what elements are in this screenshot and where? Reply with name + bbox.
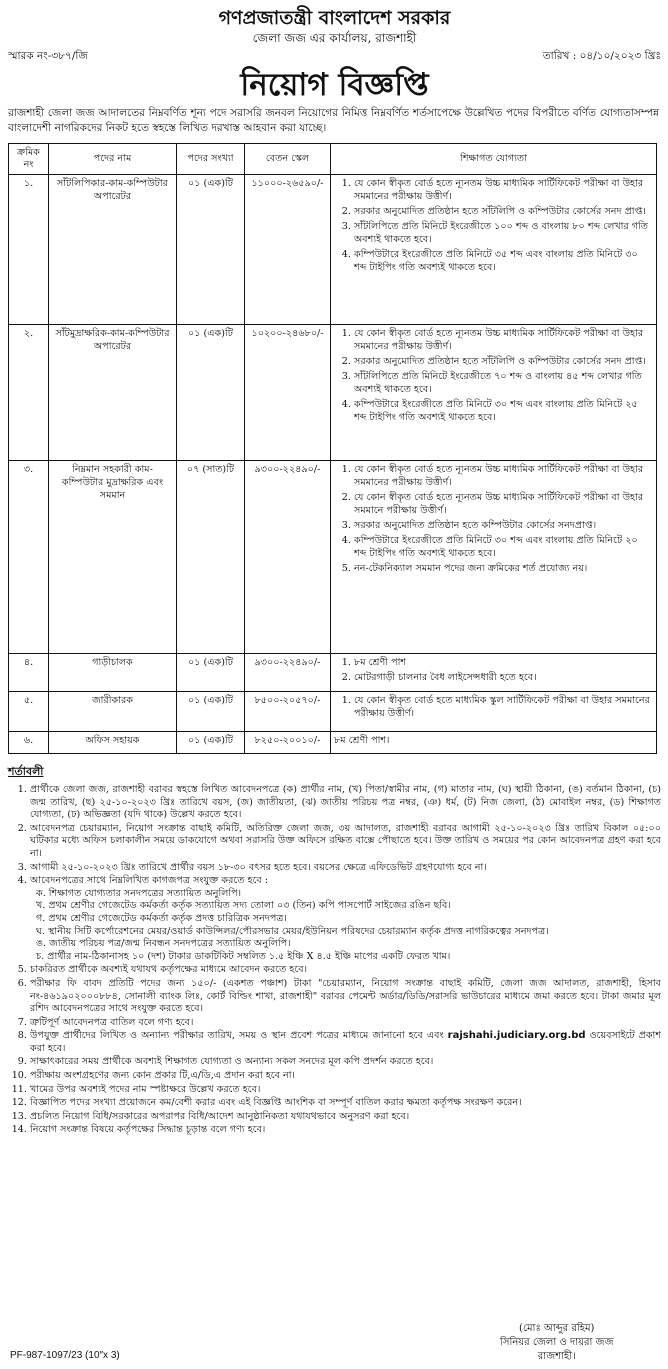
condition-item: 14. নিয়োগ সংক্রান্ত বিষয়ে কর্তৃপক্ষের সিদ্ধান্ত চূড়ান্ত বলে গণ্য হবে। [30,1124,661,1137]
qualification-item: 2. যে কোন স্বীকৃত বোর্ড হতে ন্যূনতম উচ্চ মাধ্যমিক সার্টিফিকেট পরীক্ষা বা উহার সমমানে পরীক্ষায় উত্তীর্ণ। [354,491,653,517]
row-pay-scale: ৮৫০০-২০৫৭০/- [245,692,331,732]
memo-number: স্মারক নং-৩৮৭/জি [8,50,88,62]
row-post-count: ০১ (এক)টি [177,692,245,732]
qualification-item: 1. যে কোন স্বীকৃত বোর্ড হতে ন্যূনতম উচ্চ মাধ্যমিক সার্টিফিকেট পরীক্ষা বা উহার সমমানের পরীক্ষায় উত্তীর্ণ। [354,177,653,203]
row-post-name: জারীকারক [49,692,177,732]
row-serial: ৩. [9,461,49,654]
qualification-item: 1. যে কোন স্বীকৃত বোর্ড হতে ন্যূনতম উচ্চ মাধ্যমিক সার্টিফিকেট পরীক্ষা বা উহার সমমানের পরীক্ষায় উত্তীর্ণ। [354,463,653,489]
table-row [9,692,657,732]
document-item: ঘ. স্থানীয় সিটি কর্পোরেশনের মেয়র/ওয়ার্ড কাউন্সিলর/পৌরসভার মেয়র/ইউনিয়ন পরিষদের চেয়ারম্যান কর্তৃক প্রদত্ত নাগরিকত্বের সনদপত্র। [36,925,549,937]
qualification-item: 1. যে কোন স্বীকৃত বোর্ড হতে ন্যূনতম উচ্চ মাধ্যমিক সার্টিফিকেট পরীক্ষা বা উহার সমমানের পরীক্ষায় উত্তীর্ণ। [354,327,653,353]
documents-intro: আবেদনপত্রের সাথে নিম্নলিখিত কাগজপত্র সংযুক্ত করতে হবে : [30,875,269,887]
row-post-name: সাঁটমুদ্রাক্ষরিক-কাম-কম্পিউটার অপারেটর [49,325,177,461]
qualification-item: 1. যে কোন স্বীকৃত বোর্ড হতে মাধ্যমিক স্কুল সার্টিফিকেট পরীক্ষা বা উহার সমমানের পরীক্ষায় উত্তীর্ণ। [354,694,653,720]
header-pay-scale: বেতন স্কেল [245,144,331,175]
row-post-name: অফিস সহায়ক [49,732,177,754]
row-pay-scale: ১০২০০-২৪৬৮০/- [245,325,331,461]
document-item: চ. প্রার্থীর নাম-ঠিকানাসহ ১০ (দশ) টাকার ডাকটিকিট সম্বলিত ১.৫ ইঞ্চি X ৪.৫ ইঞ্চি মাপের একটি ফেরত খাম। [36,950,451,962]
row-post-name: সাঁটলিপিকার-কাম-কম্পিউটার অপারেটর [49,175,177,325]
condition-item-documents [30,875,661,963]
qualification-item: 4. কম্পিউটারে ইংরেজীতে প্রতি মিনিটে ৩০ শব্দ এবং বাংলায় প্রতি মিনিটে ২০ শব্দ টাইপিং গতি অবশ্যই থাকতে হবে। [354,534,653,560]
row-post-count: ০১ (এক)টি [177,732,245,754]
header-serial: ক্রমিক নং [9,144,49,175]
row-post-count: ০১ (এক)টি [177,325,245,461]
row-qualifications [331,461,657,654]
condition-item-website [30,1030,661,1055]
conditions-heading: শর্তাবলী [8,765,44,778]
row-serial: ৫. [9,692,49,732]
notice-date: তারিখ : ০৪/১০/২০২৩ খ্রিঃ [542,50,661,62]
row-post-count: ০১ (এক)টি [177,175,245,325]
qualification-item: 4. কম্পিউটারে ইংরেজীতে প্রতি মিনিটে ৩৫ শব্দ এবং বাংলায় প্রতি মিনিটে ৩০ শব্দ টাইপিং গতি অবশ্যই থাকতে হবে। [354,248,653,274]
row-serial: ২. [9,325,49,461]
row-serial: ৬. [9,732,49,754]
condition-text: উপযুক্ত প্রার্থীদের লিখিত ও অন্যান্য পরীক্ষার তারিখ, সময় ও স্থান প্রবেশ পত্রের মাধ্যমে জানানো হবে এবং [30,1030,444,1042]
condition-item: 5. চাকরিরত প্রার্থীকে অবশ্যই যথাযথ কর্তৃপক্ষের মাধ্যমে আবেদন করতে হবে। [30,964,661,977]
table-row [9,654,657,692]
intro-paragraph: রাজশাহী জেলা জজ আদালতের নিম্নবর্ণিত শূন্য পদে সরাসরি জনবল নিয়োগের নিমিত্ত নিম্নবর্ণিত শর্তসাপেক্ষে উল্লেখিত পদের বিপরীতে বর্ণিত যোগ্যতাসম্পন্ন বাংলাদেশী নাগরিকদের নিকট হতে স্বহস্তে লিখিত দরখাস্ত আহবান করা যাচ্ছে। [8,107,659,134]
condition-item: 13. প্রচলিত নিয়োগ বিধি/সরকারের অপরাপর বিধি/আদেশ আনুষ্ঠানিকতা যথাযথভাবে অনুসরণ করা হবে। [30,1111,661,1124]
notice-title: নিয়োগ বিজ্ঞপ্তি [240,67,429,103]
row-post-count: ০১ (এক)টি [177,654,245,692]
documents-list [30,888,661,964]
signature-block [500,1322,613,1364]
condition-item: 12. বিজ্ঞাপিত পদের সংখ্যা প্রয়োজনে কম/বেশী করার এবং এই বিজ্ঞপ্তি আংশিক বা সম্পূর্ণ বাতিল করার ক্ষমতা কর্তৃপক্ষ সংরক্ষণ করেন। [30,1097,661,1110]
row-post-name: গাড়ীচালক [49,654,177,692]
row-qualifications: ৮ম শ্রেণী পাশ। [331,732,657,754]
signatory-designation: সিনিয়র জেলা ও দায়রা জজ [500,1337,614,1348]
row-pay-scale: ৯৩০০-২২৪৯০/- [245,654,331,692]
document-item: গ. প্রথম শ্রেণীর গেজেটেড কর্মকর্তা কর্তৃক প্রদত্ত চারিত্রিক সনদপত্র। [36,912,287,924]
qualification-item: 3. সরকার অনুমোদিত প্রতিষ্ঠান হতে কম্পিউটার কোর্সের সনদপ্রাপ্ত। [354,519,653,532]
document-item: খ. প্রথম শ্রেণীর গেজেটেড কর্মকর্তা কর্তৃক সত্যায়িত সদ্য তোলা ০৩ (তিন) কপি পাসপোর্ট সাইজের রঙিন ছবি। [36,900,451,912]
row-qualifications [331,654,657,692]
row-qualifications [331,692,657,732]
table-row [9,732,657,754]
qualification-item: 3. সাঁটলিপিতে প্রতি মিনিটে ইংরেজীতে ১০০ শব্দ ও বাংলায় ৮০ শব্দ লেখার গতি অবশ্যই থাকতে হবে। [354,220,653,246]
signatory-name: (মোঃ আব্দুর রহিম) [519,1323,595,1334]
condition-item: 2. আবেদনপত্র চেয়ারম্যান, নিয়োগ সংক্রান্ত বাছাই কমিটি, অতিরিক্ত জেলা জজ, ৩য় আদালত, রাজশাহী বরাবর আগামী ২৫-১০-২০২৩ খ্রিঃ তারিখ বিকাল ০৫:০০ ঘটিকার মধ্যে অফিস চলাকালীন সময়ে ডাকযোগে অথবা সরাসরি উক্ত অফিসে রক্ষিত বাক্সে পৌছাতে হবে। উক্ত তারিখ ও সময়ের পর কোন আবেদনপত্র গ্রহণ করা হবে না। [30,823,661,861]
condition-item: 10. পরীক্ষায় অংশগ্রহণের জন্য কোন প্রকার টি,এ/ডি,এ প্রদান করা হবে না। [30,1070,661,1083]
row-post-count: ০৭ (সাত)টি [177,461,245,654]
qualification-item: 3. সাঁটলিপিতে প্রতি মিনিটে ইংরেজীতে ৭০ শব্দ ও বাংলায় ৪৫ শব্দ লেখার গতি অবশ্যই থাকতে হবে। [354,370,653,396]
row-qualifications [331,325,657,461]
qualification-item: 4. কম্পিউটারে ইংরেজীতে প্রতি মিনিটে ৩০ শব্দ এবং বাংলায় প্রতি মিনিটে ২৫ শব্দ টাইপিং গতি অবশ্যই থাকতে হবে। [354,398,653,424]
signatory-place: রাজশাহী। [537,1351,576,1362]
conditions-list [8,784,661,1137]
table-header-row [9,144,657,175]
condition-item: 9. সাক্ষাৎকারের সময় প্রার্থীকে অবশ্যই শিক্ষাগত যোগ্যতা ও অন্যান্য সকল সনদের মূল কপি প্রদর্শন করতে হবে। [30,1056,661,1069]
print-code: PF-987-1097/23 (10″x 3) [10,1350,120,1361]
row-serial: ১. [9,175,49,325]
condition-item: 3. আগামী ২৫-১০-২০২৩ খ্রিঃ তারিখে প্রার্থীর বয়স ১৮-৩০ বৎসর হতে হবে। বয়সের ক্ষেত্রে এফিডেভিট গ্রহণযোগ্য হবে না। [30,862,661,875]
qualification-item: 2. মোটরগাড়ী চালনার বৈধ লাইসেন্সধারী হতে হবে। [354,671,653,684]
condition-item: 1. প্রার্থীকে জেলা জজ, রাজশাহী বরাবর স্বহস্তে লিখিত আবেদনপত্রে (ক) প্রার্থীর নাম, (খ) পিতা/স্বামীর নাম, (গ) মাতার নাম, (ঘ) স্থায়ী ঠিকানা, (ঙ) বর্তমান ঠিকানা, (চ) জন্ম তারিখ, (ছ) ২৫-১০-২০২৩ খ্রিঃ তারিখে বয়স, (জ) জাতীয়তা, (ঝ) জাতীয় পরিচয় পত্র নম্বর, (ঞ) ধর্ম, (ট) নিজ জেলা, (ঠ) মোবাইল নম্বর, (ড) শিক্ষাগত যোগ্যতা, (ঢ) অভিজ্ঞতা (যদি থাকে) উল্লেখ করতে হবে। [30,784,661,822]
condition-item: 6. পরীক্ষার ফি বাবদ প্রতিটি পদের জন্য ১৫০/- (একশত পঞ্চাশ) টাকা "চেয়ারম্যান, নিয়োগ সংক্রান্ত বাছাই কমিটি, জেলা জজ আদালত, রাজশাহী, হিসাব নং-৪৬১৯০২০০০৮৮৪, সোনালী ব্যাংক লিঃ, কোর্ট বিল্ডিং শাখা, রাজশাহী" বরাবর পেমেন্ট অর্ডার/ডিডি/সরাসরি ভাউচারের মাধ্যমে জমা করতে হবে। টাকা জমার মূল রশিদ আবেদনপত্রের সাথে সংযুক্ত করতে হবে। [30,978,661,1016]
row-post-name: নিম্নমান সহকারী কাম-কম্পিউটার মুদ্রাক্ষরিক এবং সমমান [49,461,177,654]
reference-row [8,48,661,64]
table-row [9,325,657,461]
document-item: ক. শিক্ষাগত যোগ্যতার সনদপত্রের সত্যায়িত অনুলিপি। [36,887,242,899]
row-pay-scale: ১১০০০-২৬৫৯০/- [245,175,331,325]
row-pay-scale: ৮২৫০-২০০১০/- [245,732,331,754]
document-item: ঙ. জাতীয় পরিচয় পত্র/জন্ম নিবন্ধন সনদপত্রের সত্যায়িত অনুলিপি। [36,938,291,950]
condition-text-after: ওয়েবসাইটে প্রকাশ করা হবে। [30,1030,661,1054]
header-post-count: পদের সংখ্যা [177,144,245,175]
row-pay-scale: ৯৩০০-২২৪৯০/- [245,461,331,654]
condition-item: 7. ত্রুটিপূর্ণ আবেদনপত্র বাতিল বলে গণ্য হবে। [30,1017,661,1030]
qualification-item: 2. সরকার অনুমোদিত প্রতিষ্ঠান হতে সাঁটলিপি ও কম্পিউটার কোর্সের সনদ প্রাপ্ত। [354,355,653,368]
table-row [9,461,657,654]
posts-table [8,143,657,754]
government-title: গণপ্রজাতন্ত্রী বাংলাদেশ সরকার [218,7,451,29]
qualification-item: 5. নন-টেকনিক্যাল সমমান পদের জন্য ক্রমিকের শর্ত প্রযোজ্য নয়। [354,562,653,575]
table-row [9,175,657,325]
office-name: জেলা জজ এর কার্যালয়, রাজশাহী [252,31,417,45]
row-serial: ৪. [9,654,49,692]
header-post-name: পদের নাম [49,144,177,175]
qualification-item: 2. সরকার অনুমোদিত প্রতিষ্ঠান হতে সাঁটলিপি ও কম্পিউটার কোর্সের সনদ প্রাপ্ত। [354,205,653,218]
condition-item: 11. খামের উপর অবশ্যই পদের নাম স্পষ্টাক্ষরে উল্লেখ করতে হবে। [30,1084,661,1097]
header-qualification: শিক্ষাগত যোগ্যতা [331,144,657,175]
website-link[interactable]: rajshahi.judiciary.org.bd [447,1030,586,1042]
row-qualifications [331,175,657,325]
qualification-item: 1. ৮ম শ্রেণী পাশ [354,656,653,669]
